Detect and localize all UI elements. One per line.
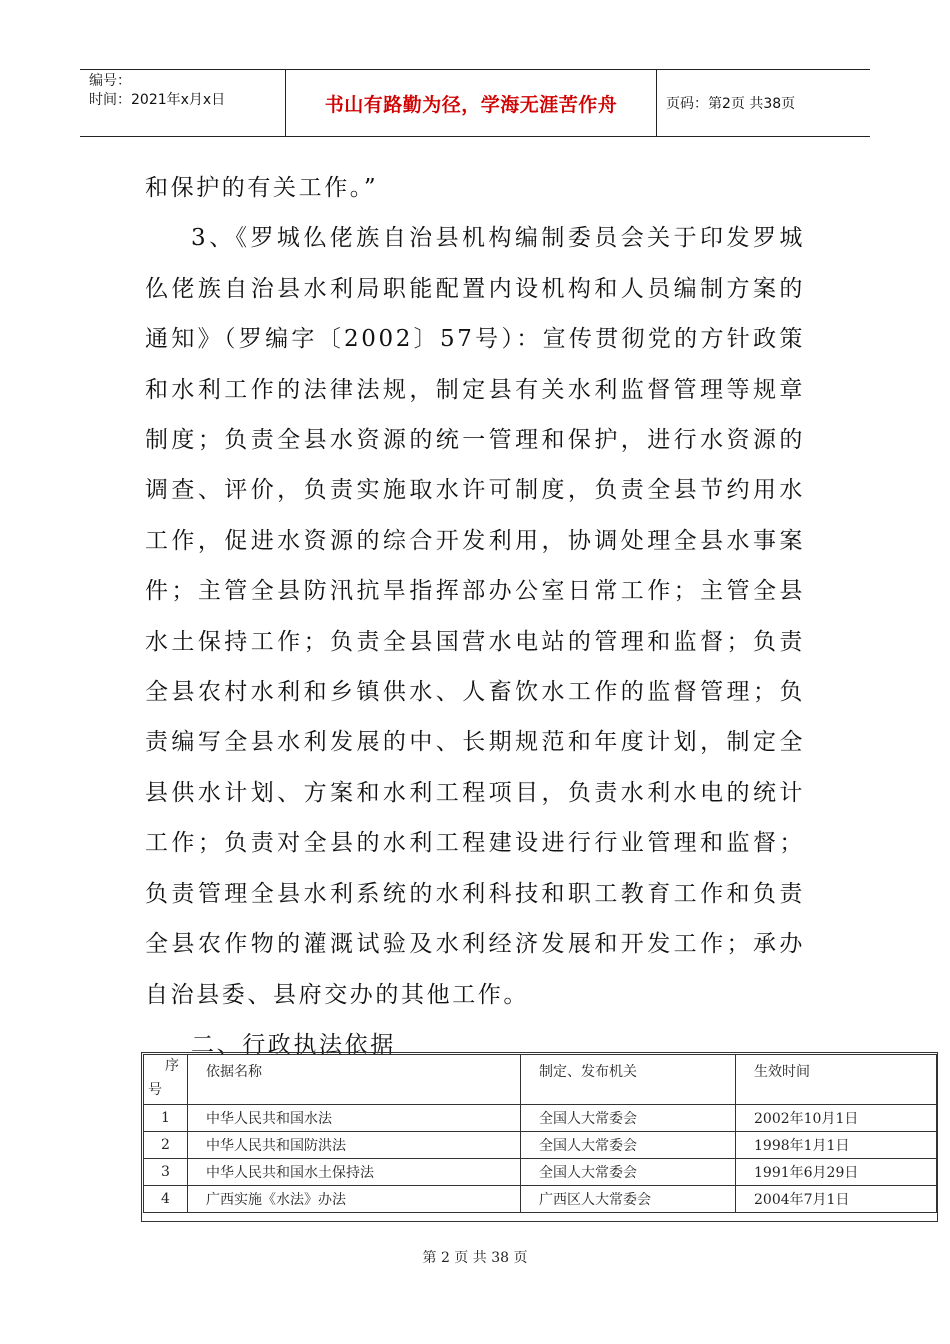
number-label: 编号： [89, 73, 131, 89]
cell-effective: 1998年1月1日 [736, 1132, 937, 1159]
table-row [144, 1186, 937, 1213]
table-row [144, 1105, 937, 1132]
header-effective: 生效时间 [736, 1055, 937, 1105]
table-row [144, 1159, 937, 1186]
cell-effective: 1991年6月29日 [736, 1159, 937, 1186]
continuation-paragraph: 和保护的有关工作。” [145, 175, 379, 201]
cell-effective: 2002年10月1日 [736, 1105, 937, 1132]
cell-issuer: 全国人大常委会 [521, 1132, 736, 1159]
cell-name: 中华人民共和国防洪法 [188, 1132, 521, 1159]
cell-issuer: 全国人大常委会 [521, 1159, 736, 1186]
header-seq: 序 号 [144, 1055, 188, 1105]
cell-seq: 1 [144, 1105, 188, 1132]
item-3-paragraph: 3、《罗城仫佬族自治县机构编制委员会关于印发罗城仫佬族自治县水利局职能配置内设机构和人员编制方案的通知》（罗编字〔2002〕57号）：宣传贯彻党的方针政策和水利工作的法律法规，制定县有关水利监督管理等规章制度；负责全县水资源的统一管理和保护，进行水资源的调查、评价，负责实施取水许可制度，负责全县节约用水工作，促进水资源的综合开发利用，协调处理全县水事案件；主管全县防汛抗旱指挥部办公室日常工作；主管全县水土保持工作；负责全县国营水电站的管理和监督；负责全县农村水利和乡镇供水、人畜饮水工作的监督管理；负责编写全县水利发展的中、长期规范和年度计划，制定全县供水计划、方案和水利工程项目，负责水利水电的统计工作；负责对全县的水利工程建设进行行业管理和监督；负责管理全县水利系统的水利科技和职工教育工作和负责全县农作物的灌溉试验及水利经济发展和开发工作；承办自治县委、县府交办的其他工作。 [145, 225, 805, 1008]
table-row [144, 1132, 937, 1159]
cell-name: 广西实施《水法》办法 [188, 1186, 521, 1213]
cell-name: 中华人民共和国水土保持法 [188, 1159, 521, 1186]
header-meta [89, 72, 285, 110]
header-page-info: 页码：第2页 共38页 [666, 96, 796, 112]
cell-seq: 4 [144, 1186, 188, 1213]
document-body [145, 163, 805, 1070]
cell-seq: 2 [144, 1132, 188, 1159]
page-header [80, 69, 870, 137]
section-heading: 二、行政执法依据 [191, 1031, 396, 1058]
page-footer: 第 2 页 共 38 页 [422, 1250, 528, 1266]
basis-table [143, 1054, 937, 1213]
header-motto: 书山有路勤为径，学海无涯苦作舟 [324, 93, 618, 116]
cell-issuer: 全国人大常委会 [521, 1105, 736, 1132]
table-header-row [144, 1055, 937, 1105]
header-issuer: 制定、发布机关 [521, 1055, 736, 1105]
cell-effective: 2004年7月1日 [736, 1186, 937, 1213]
time-label: 时间：2021年x月x日 [89, 92, 226, 108]
cell-issuer: 广西区人大常委会 [521, 1186, 736, 1213]
cell-seq: 3 [144, 1159, 188, 1186]
header-name: 依据名称 [188, 1055, 521, 1105]
header-divider [656, 70, 657, 136]
cell-name: 中华人民共和国水法 [188, 1105, 521, 1132]
